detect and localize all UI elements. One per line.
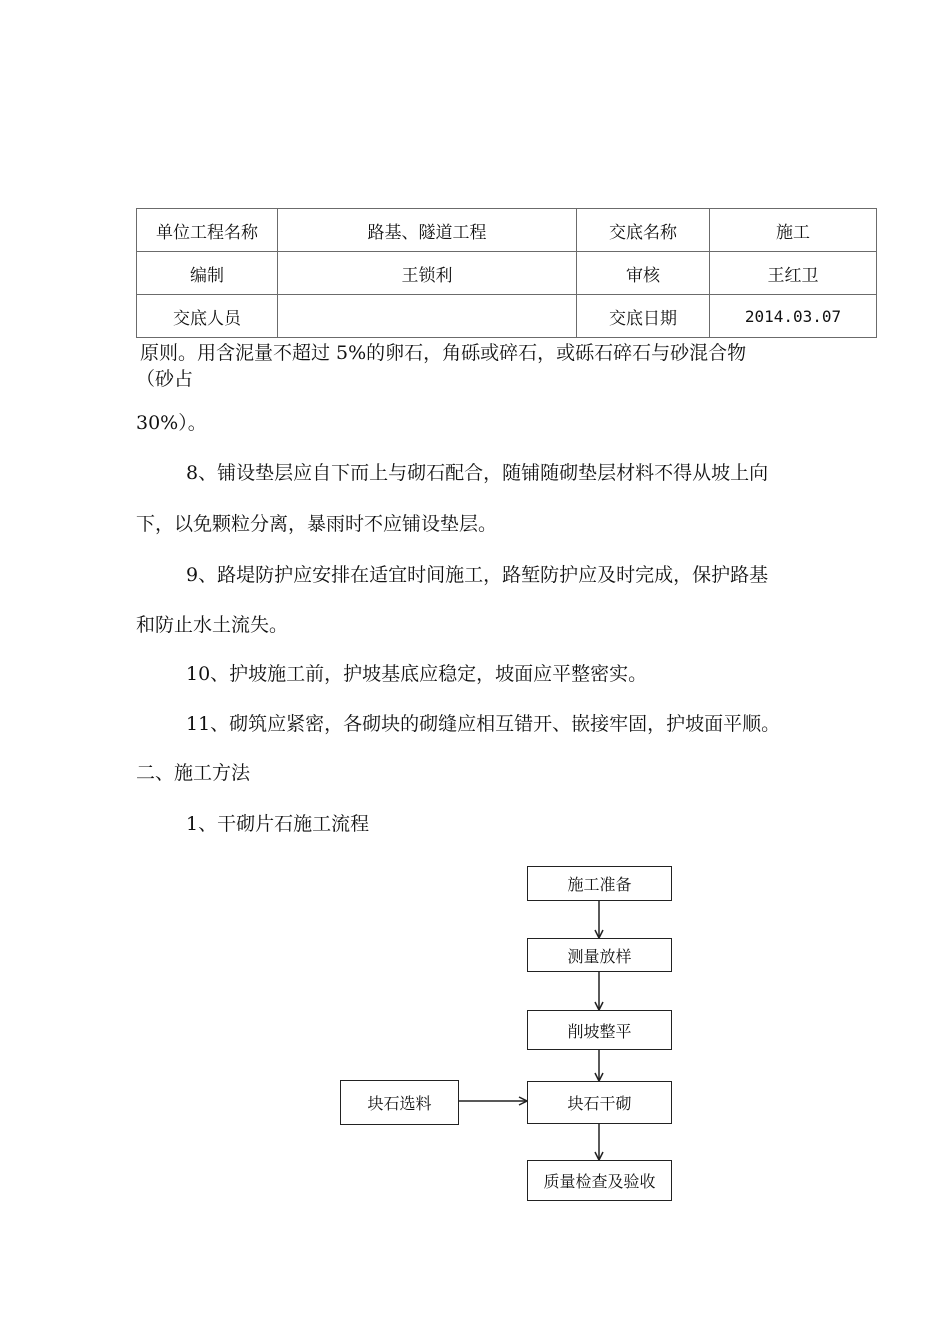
item-8-line-1: 8、铺设垫层应自下而上与砌石配合，随铺随砌垫层材料不得从坡上向 [186, 462, 769, 484]
reviewer-label: 审核 [577, 252, 710, 295]
subsection-heading: 1、干砌片石施工流程 [186, 813, 370, 835]
briefing-date-value: 2014.03.07 [710, 295, 877, 338]
briefing-date-label: 交底日期 [577, 295, 710, 338]
briefing-personnel-value [278, 295, 577, 338]
flow-step-quality-inspection: 质量检查及验收 [527, 1160, 672, 1201]
table-row [137, 252, 877, 295]
flow-step-stone-selection: 块石选料 [340, 1080, 459, 1125]
item-9-line-1: 9、路堤防护应安排在适宜时间施工，路堑防护应及时完成，保护路基 [186, 564, 769, 586]
item-11: 11、砌筑应紧密，各砌块的砌缝应相互错开、嵌接牢固，护坡面平顺。 [186, 713, 781, 735]
briefing-personnel-label: 交底人员 [137, 295, 278, 338]
item-8-line-2: 下，以免颗粒分离，暴雨时不应铺设垫层。 [136, 513, 498, 535]
table-row [137, 209, 877, 252]
flow-step-slope-trimming: 削坡整平 [527, 1010, 672, 1050]
briefing-name-value: 施工 [710, 209, 877, 252]
briefing-name-label: 交底名称 [577, 209, 710, 252]
header-info-table [136, 208, 877, 338]
compiler-label: 编制 [137, 252, 278, 295]
flow-step-construction-prep: 施工准备 [527, 866, 672, 901]
paragraph-line: 原则。用含泥量不超过 5%的卵石，角砾或碎石，或砾石碎石与砂混合物 [140, 342, 747, 364]
unit-project-name-label: 单位工程名称 [137, 209, 278, 252]
paragraph-line: 30%）。 [136, 412, 207, 434]
compiler-value: 王锁利 [278, 252, 577, 295]
table-row [137, 295, 877, 338]
flow-step-dry-masonry: 块石干砌 [527, 1081, 672, 1124]
flow-step-survey-layout: 测量放样 [527, 938, 672, 972]
item-9-line-2: 和防止水土流失。 [136, 614, 289, 636]
reviewer-value: 王红卫 [710, 252, 877, 295]
unit-project-name-value: 路基、隧道工程 [278, 209, 577, 252]
item-10: 10、护坡施工前，护坡基底应稳定，坡面应平整密实。 [186, 663, 648, 685]
section-heading: 二、施工方法 [136, 762, 251, 784]
paragraph-line: （砂占 [136, 368, 194, 390]
